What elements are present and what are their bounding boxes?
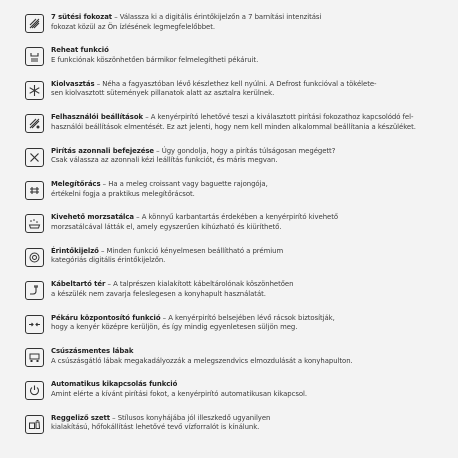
feature-title: Reheat funkció <box>51 46 109 55</box>
feature-desc-line: kialakítású, hőfokállítást lehetővé tevő vízforralót is kínálunk. <box>51 423 260 432</box>
feature-desc-line: A könnyű karbantartás érdekében a kenyérpirító kivehető <box>141 213 339 222</box>
breakfast-set-icon <box>25 415 44 434</box>
defrost-snowflake-icon <box>25 81 44 100</box>
feature-desc-line: sen kiolvasztott sütemények pillanatok alatt az asztalra kerülnek. <box>51 89 275 98</box>
touch-display-icon <box>25 248 44 267</box>
feature-row <box>0 13 458 46</box>
feature-title: Érintőkijelző <box>51 246 99 255</box>
reheat-icon <box>25 47 44 66</box>
feature-row <box>0 46 458 79</box>
feature-title: Pékáru központosító funkció <box>51 313 161 322</box>
feature-row <box>0 113 458 146</box>
crumb-tray-icon <box>25 214 44 233</box>
feature-text: Kábeltartó tér – A talprészen kialakított kábeltárolónak köszönhetően a készülék nem zavarja feleslegesen a konyhapult használatát. <box>51 280 444 299</box>
feature-text: Pirítás azonnali befejezése – Úgy gondolja, hogy a pirítás túlságosan megégett? Csak válassza az azonnali kézi leállítás funkciót, és máris megvan. <box>51 147 444 166</box>
feature-desc-line: Válassza ki a digitális érintőkijelzőn a 7 barnítási intenzitási <box>119 13 322 21</box>
feature-text: Melegítőrács – Ha a meleg croissant vagy baguette rajongója, értékelni fogja a praktikus melegítőrácsot. <box>51 180 444 199</box>
feature-title: Kivehető morzsatálca <box>51 213 134 222</box>
feature-desc-line: E funkciónak köszönhetően bármikor felmelegítheti pékáruit. <box>51 55 259 64</box>
feature-desc-line: A kenyérpirító belsejében lévő rácsok biztosítják, <box>168 313 335 322</box>
feature-desc-line: használói beállítások elmentését. Ez azt jelenti, hogy nem kell minden alkalommal beállítania a készüléket. <box>51 122 416 131</box>
feature-title: Csúszásmentes lábak <box>51 346 134 355</box>
feature-text <box>51 46 444 65</box>
feature-title: Felhasználói beállítások <box>51 113 144 122</box>
stop-cross-icon <box>25 148 44 167</box>
power-off-icon <box>25 381 44 400</box>
feature-title: Melegítőrács <box>51 179 101 188</box>
feature-text <box>51 380 444 399</box>
feature-text: Kivehető morzsatálca – A könnyű karbantartás érdekében a kenyérpirító kivehető morzsatálcával látták el, amely egyszerűen kihúzható és kiüríthető. <box>51 213 444 232</box>
feature-text: Érintőkijelző – Minden funkció kényelmesen beállítható a prémium kategóriás digitális érintőkijelzőn. <box>51 247 444 266</box>
feature-row <box>0 213 458 246</box>
feature-row <box>0 347 458 380</box>
feature-row <box>0 80 458 113</box>
feature-text <box>51 347 444 366</box>
feature-text: Reggeliző szett – Stílusos konyhájába jól illeszkedő ugyanilyen kialakítású, hőfokállítást lehetővé tevő vízforralót is kínálunk. <box>51 414 444 433</box>
feature-desc-line: A kenyérpirító lehetővé teszi a kiválasztott pirítási fokozathoz kapcsolódó fel- <box>150 113 414 122</box>
cable-storage-icon <box>25 281 44 300</box>
feature-text: 7 sütési fokozat – Válassza ki a digitális érintőkijelzőn a 7 barnítási intenzitási fokozat közül az Ön ízlésének legmegfelelőbbet. <box>51 13 444 32</box>
feature-title: Automatikus kikapcsolás funkció <box>51 380 178 389</box>
feature-desc-line: értékelni fogja a praktikus melegítőrácsot. <box>51 189 195 198</box>
feature-desc-line: Csak válassza az azonnali kézi leállítás funkciót, és máris megvan. <box>51 156 278 165</box>
centering-arrows-icon <box>25 315 44 334</box>
feature-desc-line: Ha a meleg croissant vagy baguette rajongója, <box>108 179 268 188</box>
feature-desc-line: Minden funkció kényelmesen beállítható a prémium <box>106 246 284 255</box>
feature-row <box>0 180 458 213</box>
feature-desc-line: morzsatálcával látták el, amely egyszerűen kihúzható és kiüríthető. <box>51 222 282 231</box>
feature-row <box>0 414 458 447</box>
feature-row <box>0 280 458 313</box>
feature-text: Pékáru központosító funkció – A kenyérpirító belsejében lévő rácsok biztosítják, hogy a kenyér középre kerüljön, és így mindig egyenletesen süljön meg. <box>51 314 444 333</box>
feature-title: Pirítás azonnali befejezése <box>51 146 155 155</box>
feature-row <box>0 147 458 180</box>
feature-desc-line: A talprészen kialakított kábeltárolónak köszönhetően <box>113 280 294 289</box>
wave-grill-icon <box>25 14 44 33</box>
feature-title: 7 sütési fokozat <box>51 13 113 21</box>
feature-desc-line: fokozat közül az Ön ízlésének legmegfelelőbbet. <box>51 22 216 31</box>
feature-row <box>0 380 458 413</box>
feature-desc-line: hogy a kenyér középre kerüljön, és így mindig egyenletesen süljön meg. <box>51 323 298 332</box>
feature-text: Kiolvasztás – Néha a fagyasztóban lévő készlethez kell nyúlni. A Defrost funkcióval a tökélete- sen kiolvasztott sütemények pillanatok alatt az asztalra kerülnek. <box>51 80 444 99</box>
feature-desc-line: kategóriás digitális érintőkijelzőn. <box>51 256 166 265</box>
feature-desc-line: Úgy gondolja, hogy a pirítás túlságosan megégett? <box>161 146 336 155</box>
feature-desc-line: Amint elérte a kívánt pirítási fokot, a kenyérpirító automatikusan kikapcsol. <box>51 389 308 398</box>
feature-desc-line: Stílusos konyhájába jól illeszkedő ugyanilyen <box>117 413 271 422</box>
feature-row <box>0 314 458 347</box>
feature-text: Felhasználói beállítások – A kenyérpirító lehetővé teszi a kiválasztott pirítási fokozathoz kapcsolódó fel- használói beállítások elmentését. Ez azt jelenti, hogy nem kell minden alkalommal beállítania a készüléket. <box>51 113 444 132</box>
feature-desc-line: a készülék nem zavarja feleslegesen a konyhapult használatát. <box>51 289 266 298</box>
memory-settings-icon <box>25 114 44 133</box>
feature-title: Kábeltartó tér <box>51 280 106 289</box>
warming-rack-icon <box>25 181 44 200</box>
feature-desc-line: A csúszásgátló lábak megakadályozzák a melegszendvics elmozdulását a konyhapulton. <box>51 356 353 365</box>
feature-title: Kiolvasztás <box>51 79 95 88</box>
non-slip-feet-icon <box>25 348 44 367</box>
feature-row <box>0 247 458 280</box>
feature-title: Reggeliző szett <box>51 413 111 422</box>
feature-desc-line: Néha a fagyasztóban lévő készlethez kell nyúlni. A Defrost funkcióval a tökélete- <box>102 79 377 88</box>
